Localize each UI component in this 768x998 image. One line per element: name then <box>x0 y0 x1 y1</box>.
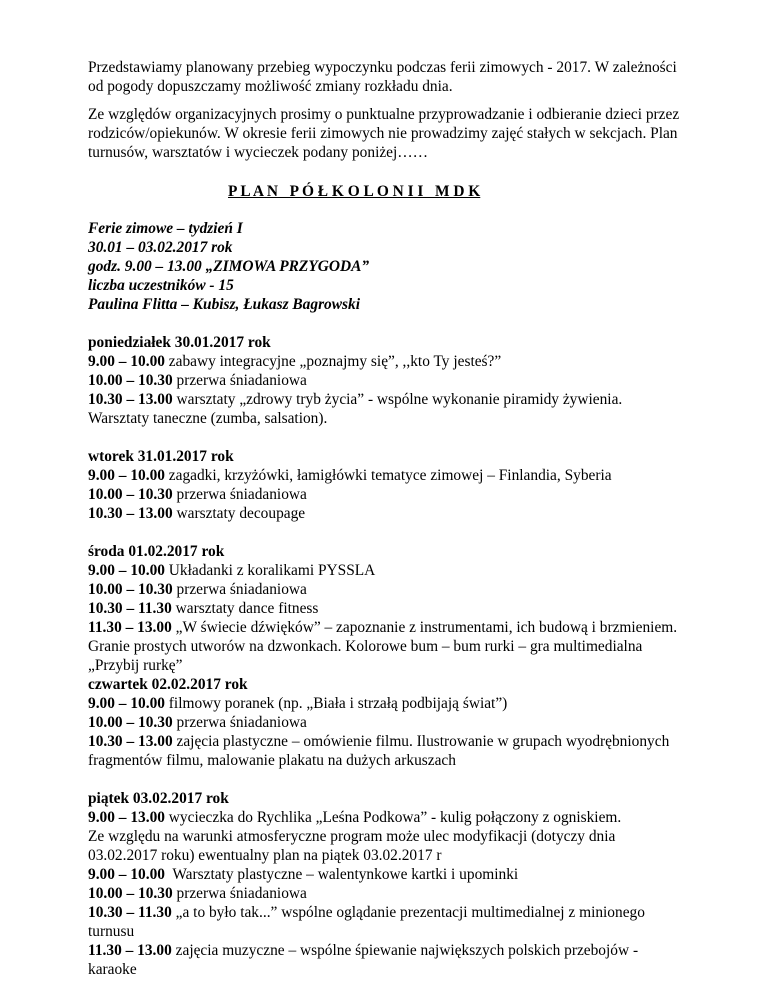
schedule-text: wycieczka do Rychlika „Leśna Podkowa” - kulig połączony z ogniskiem. <box>164 809 622 826</box>
schedule-line <box>88 694 688 713</box>
schedule-line <box>88 618 688 637</box>
intro-paragraph-2: Ze względów organizacyjnych prosimy o punktualne przyprowadzanie i odbieranie dzieci przez rodziców/opiekunów. W okresie ferii zimowych nie prowadzimy zajęć stałych w sekcjach. Plan turnusów, warsztatów i wycieczek podany poniżej…… <box>88 106 680 161</box>
schedule-text: Warsztaty taneczne (zumba, salsation). <box>88 410 328 427</box>
schedule-time: 11.30 – 13.00 <box>88 619 172 636</box>
schedule-time: 10.00 – 10.30 <box>88 885 173 902</box>
info-line-instructors: Paulina Flitta – Kubisz, Łukasz Bagrowski <box>88 296 360 313</box>
schedule-time: 9.00 – 10.00 <box>88 562 165 579</box>
day-block <box>88 542 688 675</box>
day-title: czwartek 02.02.2017 rok <box>88 676 248 693</box>
info-line-participants: liczba uczestników - 15 <box>88 277 234 294</box>
schedule-line <box>88 713 688 732</box>
schedule-text: Ze względu na warunki atmosferyczne program może ulec modyfikacji (dotyczy dnia <box>88 828 616 845</box>
info-line-dates: 30.01 – 03.02.2017 rok <box>88 239 233 256</box>
day-title: środa 01.02.2017 rok <box>88 543 225 560</box>
schedule-text: fragmentów filmu, malowanie plakatu na dużych arkuszach <box>88 752 456 769</box>
schedule-text: przerwa śniadaniowa <box>172 486 307 503</box>
schedule-line <box>88 656 688 675</box>
schedule-line <box>88 960 688 979</box>
schedule-line <box>88 485 688 504</box>
schedule-time: 11.30 – 13.00 <box>88 942 172 959</box>
schedule-line <box>88 846 688 865</box>
day-block <box>88 789 688 979</box>
schedule-line <box>88 580 688 599</box>
schedule-time: 10.30 – 13.00 <box>88 733 173 750</box>
schedule-line <box>88 827 688 846</box>
schedule-text: przerwa śniadaniowa <box>172 885 307 902</box>
schedule-time: 10.30 – 13.00 <box>88 505 173 522</box>
info-line-week: Ferie zimowe – tydzień I <box>88 220 243 237</box>
schedule-line <box>88 466 688 485</box>
schedule-line <box>88 941 688 960</box>
schedule-time: 10.00 – 10.30 <box>88 372 173 389</box>
schedule-text: Układanki z koralikami PYSSLA <box>164 562 376 579</box>
schedule-line <box>88 504 688 523</box>
schedule-text: przerwa śniadaniowa <box>172 581 307 598</box>
schedule-text: filmowy poranek (np. „Biała i strzałą podbijają świat”) <box>164 695 508 712</box>
schedule-time: 10.00 – 10.30 <box>88 581 173 598</box>
schedule-days <box>88 333 688 979</box>
plan-heading: P L A N P Ó Ł K O L O N I I M D K <box>228 183 481 200</box>
camp-info <box>88 219 688 314</box>
schedule-text: „a to było tak...” wspólne oglądanie prezentacji multimedialnej z minionego <box>171 904 645 921</box>
day-block <box>88 333 688 428</box>
schedule-time: 9.00 – 10.00 <box>88 467 165 484</box>
schedule-time: 10.30 – 11.30 <box>88 600 172 617</box>
day-block <box>88 675 688 770</box>
day-title: poniedziałek 30.01.2017 rok <box>88 334 271 351</box>
schedule-text: przerwa śniadaniowa <box>172 372 307 389</box>
schedule-time: 10.30 – 13.00 <box>88 391 173 408</box>
schedule-text: Granie prostych utworów na dzwonkach. Kolorowe bum – bum rurki – gra multimedialna <box>88 638 643 655</box>
schedule-line <box>88 808 688 827</box>
schedule-text: warsztaty „zdrowy tryb życia” - wspólne wykonanie piramidy żywienia. <box>172 391 623 408</box>
schedule-time: 9.00 – 10.00 <box>88 695 165 712</box>
schedule-line <box>88 751 688 770</box>
schedule-line <box>88 865 688 884</box>
schedule-line <box>88 390 688 409</box>
schedule-text: zagadki, krzyżówki, łamigłówki tematyce zimowej – Finlandia, Syberia <box>164 467 612 484</box>
day-title: piątek 03.02.2017 rok <box>88 790 229 807</box>
day-block <box>88 447 688 523</box>
schedule-line <box>88 637 688 656</box>
schedule-text: warsztaty dance fitness <box>171 600 319 617</box>
schedule-line <box>88 352 688 371</box>
schedule-text: zajęcia plastyczne – omówienie filmu. Ilustrowanie w grupach wyodrębnionych <box>172 733 670 750</box>
schedule-line <box>88 371 688 390</box>
intro-paragraph-1: Przedstawiamy planowany przebieg wypoczynku podczas ferii zimowych - 2017. W zależności od pogody dopuszczamy możliwość zmiany rozkładu dnia. <box>88 59 677 95</box>
schedule-line <box>88 561 688 580</box>
schedule-line <box>88 732 688 751</box>
schedule-text: „W świecie dźwięków” – zapoznanie z instrumentami, ich budową i brzmieniem. <box>171 619 678 636</box>
schedule-text: warsztaty decoupage <box>172 505 306 522</box>
schedule-line <box>88 922 688 941</box>
day-title: wtorek 31.01.2017 rok <box>88 448 234 465</box>
schedule-text: karaoke <box>88 961 137 978</box>
schedule-time: 10.30 – 11.30 <box>88 904 172 921</box>
schedule-time: 10.00 – 10.30 <box>88 714 173 731</box>
schedule-time: 9.00 – 10.00 <box>88 866 165 883</box>
schedule-text: przerwa śniadaniowa <box>172 714 307 731</box>
schedule-text: turnusu <box>88 923 135 940</box>
schedule-text: „Przybij rurkę” <box>88 657 183 674</box>
schedule-text: Warsztaty plastyczne – walentynkowe kartki i upominki <box>164 866 519 883</box>
schedule-time: 9.00 – 13.00 <box>88 809 165 826</box>
schedule-line <box>88 409 688 428</box>
schedule-line <box>88 599 688 618</box>
document-page <box>88 58 688 998</box>
schedule-text: zabawy integracyjne „poznajmy się”, ,,kto Ty jesteś?” <box>164 353 502 370</box>
schedule-text: zajęcia muzyczne – wspólne śpiewanie największych polskich przebojów - <box>171 942 639 959</box>
schedule-line <box>88 903 688 922</box>
info-line-hours: godz. 9.00 – 13.00 „ZIMOWA PRZYGODA” <box>88 258 370 275</box>
schedule-time: 10.00 – 10.30 <box>88 486 173 503</box>
schedule-time: 9.00 – 10.00 <box>88 353 165 370</box>
schedule-line <box>88 884 688 903</box>
intro-section <box>88 58 688 162</box>
schedule-text: 03.02.2017 roku) ewentualny plan na piątek 03.02.2017 r <box>88 847 442 864</box>
